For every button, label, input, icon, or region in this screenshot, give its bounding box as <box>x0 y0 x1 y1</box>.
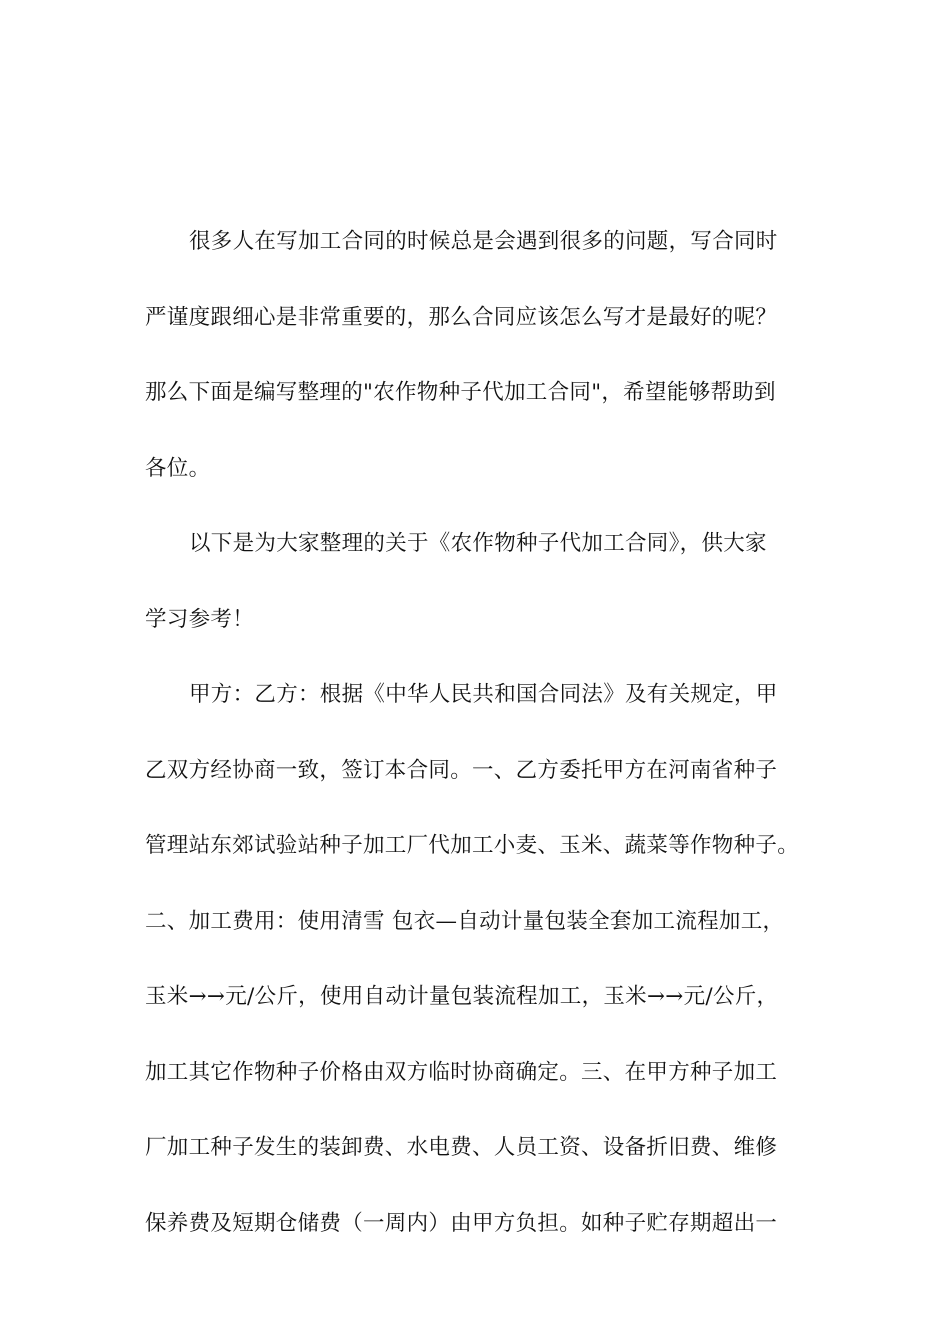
text-line-14: 保养费及短期仓储费（一周内）由甲方负担。如种子贮存期超出一 <box>145 1210 778 1236</box>
text-line-5: 以下是为大家整理的关于《农作物种子代加工合同》，供大家 <box>189 531 767 556</box>
text-line-2: 严谨度跟细心是非常重要的，那么合同应该怎么写才是最好的呢？ <box>145 304 778 330</box>
text-line-10: 二、加工费用：使用清雪 包衣—自动计量包装全套加工流程加工， <box>145 908 785 934</box>
text-line-4: 各位。 <box>145 455 211 481</box>
text-line-1: 很多人在写加工合同的时候总是会遇到很多的问题，写合同时 <box>189 229 778 254</box>
text-line-8: 乙双方经协商一致，签订本合同。一、乙方委托甲方在河南省种子 <box>145 757 778 783</box>
text-line-11: 玉米→→元/公斤，使用自动计量包装流程加工，玉米→→元/公斤， <box>145 984 779 1009</box>
text-line-6: 学习参考！ <box>145 606 255 632</box>
text-line-9: 管理站东郊试验站种子加工厂代加工小麦、玉米、蔬菜等作物种子。 <box>145 833 800 858</box>
document-body <box>145 204 805 1261</box>
text-line-3: 那么下面是编写整理的"农作物种子代加工合同"，希望能够帮助到 <box>145 380 776 405</box>
text-line-7: 甲方：乙方：根据《中华人民共和国合同法》及有关规定，甲 <box>189 682 778 707</box>
text-line-13: 厂加工种子发生的装卸费、水电费、人员工资、设备折旧费、维修 <box>145 1135 778 1160</box>
text-line-12: 加工其它作物种子价格由双方临时协商确定。三、在甲方种子加工 <box>145 1059 778 1085</box>
